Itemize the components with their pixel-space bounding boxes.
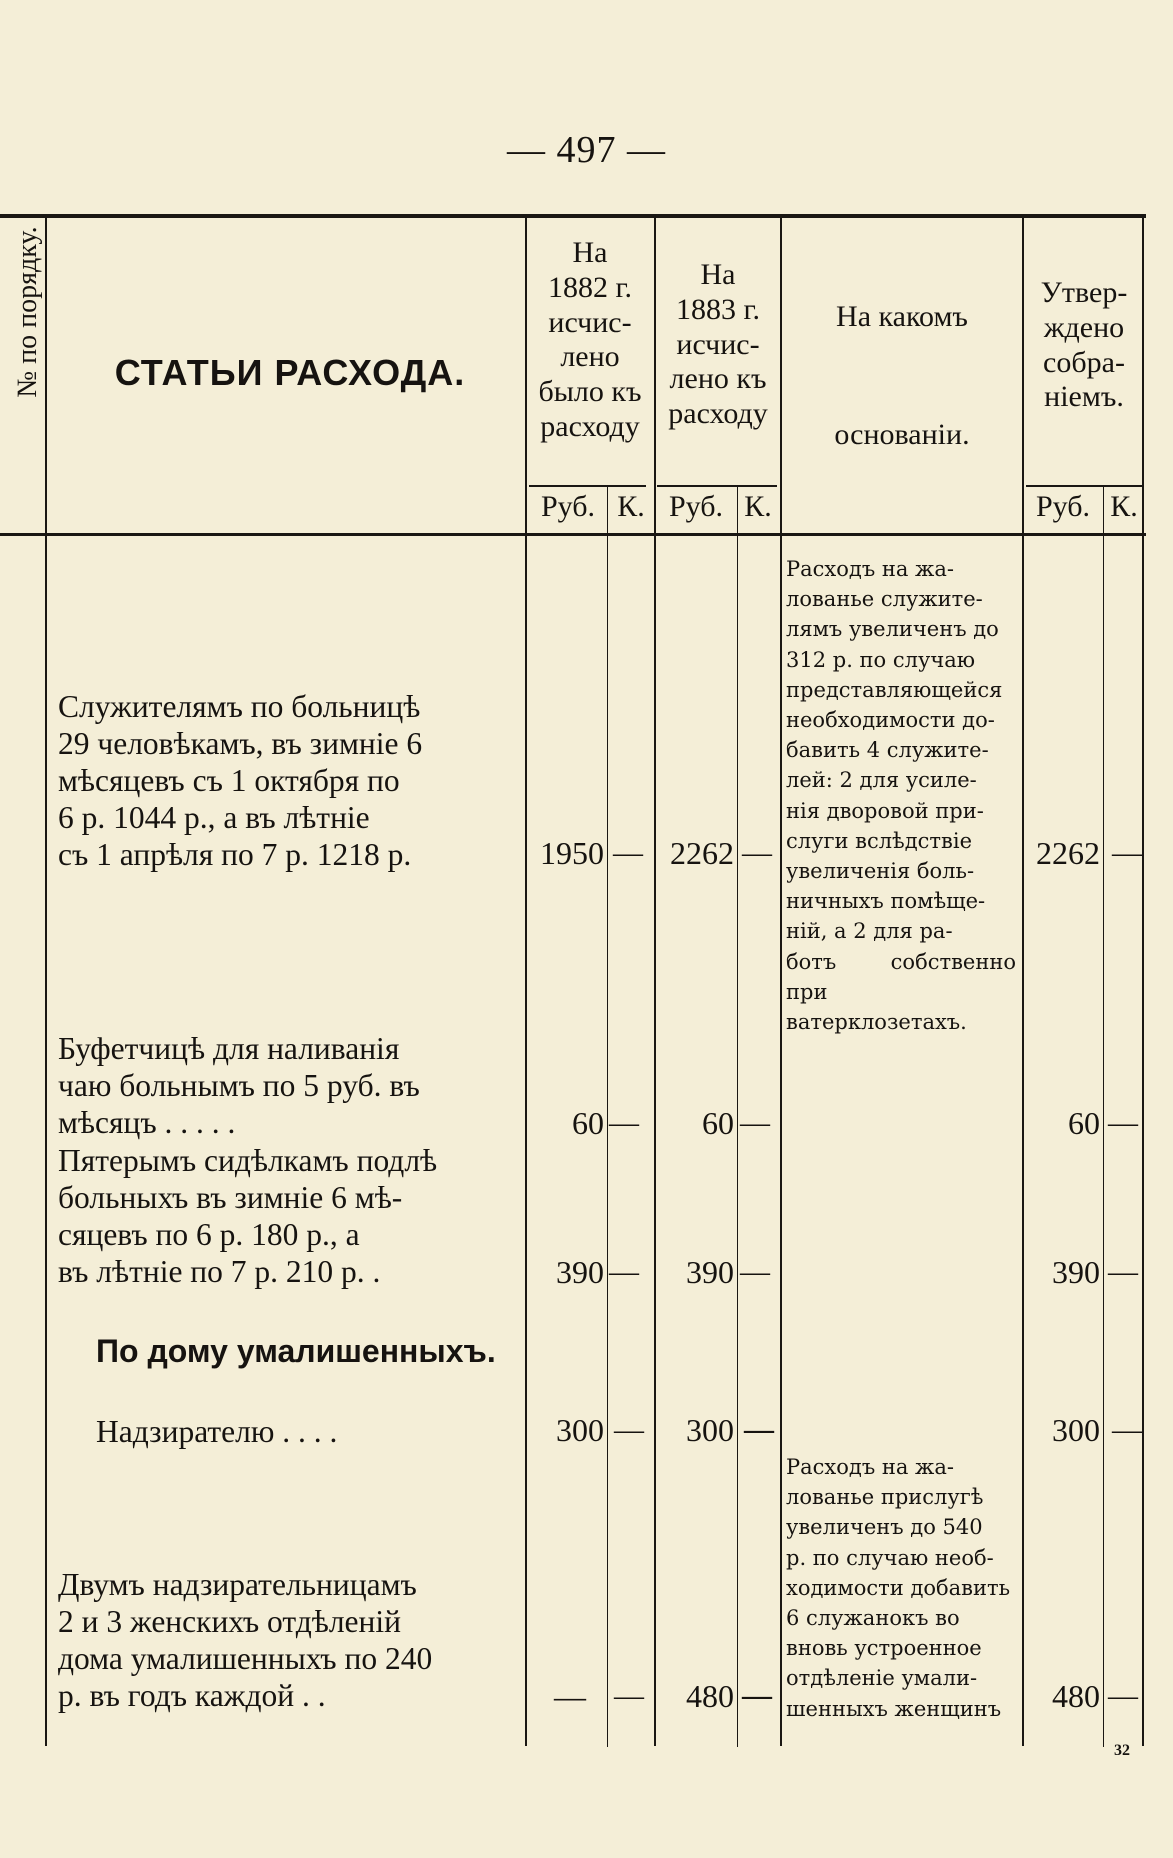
col-divider-number <box>45 216 47 1746</box>
header-approved-line: Утвер- <box>1040 276 1128 309</box>
note-line: необходимости до- <box>786 708 995 733</box>
header-1883 <box>656 258 780 432</box>
note-line: р. по случаю необ- <box>786 1545 994 1570</box>
col-divider-approved <box>1022 216 1024 1746</box>
header-1882-line: На <box>572 236 608 269</box>
amount-approved-kop: — <box>1108 1106 1138 1139</box>
col-divider-1882 <box>525 216 527 1746</box>
amount-1883-kop: — <box>742 1679 772 1712</box>
header-1882-line: исчис- <box>548 305 632 339</box>
amount-1883-kop: — <box>744 1413 774 1446</box>
kop-divider-1883 <box>737 487 738 1747</box>
expense-item-female-supervisors <box>58 1566 518 1714</box>
kop-label-1882: К. <box>617 490 645 523</box>
header-1883-line: расходу <box>668 397 768 431</box>
expense-item-buffet <box>58 1030 518 1141</box>
basis-note-hospital <box>786 554 1016 1037</box>
amount-approved-rub: 480 <box>1052 1678 1100 1714</box>
amount-1882-kop: — <box>609 1106 639 1139</box>
note-line: Расходъ на жа- <box>786 557 954 581</box>
header-approved-line: ніемъ. <box>1044 380 1124 414</box>
item-line: сяцевъ по 6 р. 180 р., а <box>58 1217 360 1252</box>
header-number: № по порядку. <box>12 226 43 398</box>
item-line: 2 и 3 женскихъ отдѣленій <box>58 1604 402 1639</box>
table-top-rule <box>0 214 1146 218</box>
note-line: 6 служанокъ во <box>786 1606 960 1631</box>
header-1882 <box>527 236 653 445</box>
item-line: чаю больнымъ по 5 руб. въ <box>58 1068 420 1103</box>
item-line: мѣсяцъ . . . . . <box>58 1105 236 1140</box>
item-line: дома умалишенныхъ по 240 <box>58 1641 433 1676</box>
amount-approved-rub: 390 <box>1052 1254 1100 1290</box>
amount-1883-kop: — <box>740 1255 770 1288</box>
expense-item-hospital-attendants <box>58 688 518 873</box>
sub-rule-approved <box>1026 485 1144 487</box>
amount-1882-kop: — <box>614 1413 644 1446</box>
note-line: увеличенъ до 540 <box>786 1515 983 1540</box>
table-header-rule <box>0 533 1146 536</box>
col-divider-1883 <box>654 216 656 1746</box>
item-line: Пятерымъ сидѣлкамъ подлѣ <box>58 1143 438 1178</box>
amount-approved-rub: 2262 <box>1036 835 1100 871</box>
amount-approved-kop: — <box>1108 1255 1138 1288</box>
note-line: отдѣленіе умали- <box>786 1666 978 1691</box>
amount-approved-kop: — <box>1112 1413 1142 1446</box>
kop-label-approved: К. <box>1110 490 1138 523</box>
amount-1883-rub: 390 <box>686 1254 734 1290</box>
note-line: Расходъ на жа- <box>786 1455 954 1479</box>
header-1882-line: лено <box>560 340 620 374</box>
item-line: Служителямъ по больницѣ <box>58 689 421 724</box>
expense-item-nurses <box>58 1142 518 1290</box>
header-1882-line: было къ <box>538 375 642 409</box>
header-approved <box>1024 276 1144 415</box>
header-1883-line: На <box>700 258 736 291</box>
expense-item-supervisor <box>96 1413 516 1450</box>
note-line: представляющейся <box>786 677 1003 702</box>
header-1882-line: 1882 г. <box>548 270 632 304</box>
header-basis-top: На какомъ <box>836 300 968 333</box>
rub-label-1882: Руб. <box>540 490 596 523</box>
header-approved-line: собра- <box>1043 345 1125 379</box>
kop-label-1883: К. <box>744 490 772 523</box>
note-line: нія дворовой при- <box>786 798 984 823</box>
signature-mark: 32 <box>1114 1742 1130 1759</box>
item-line: Двумъ надзирательницамъ <box>58 1567 417 1602</box>
rub-label-approved: Руб. <box>1035 490 1091 523</box>
amount-1883-kop: — <box>740 1106 770 1139</box>
amount-1883-rub: 2262 <box>670 835 734 871</box>
note-line: ходимости добавить <box>786 1575 1011 1600</box>
kop-divider-1882 <box>607 487 608 1747</box>
note-line: вновь устроенное <box>786 1636 982 1661</box>
note-line: увеличенія боль- <box>786 859 975 884</box>
sub-rule-1883 <box>657 485 777 487</box>
amount-approved-kop: — <box>1112 836 1142 869</box>
note-line: ватерклозетахъ. <box>786 1010 967 1035</box>
rub-label-1883: Руб. <box>668 490 724 523</box>
header-1883-line: лено къ <box>669 362 767 396</box>
note-line: слуги вслѣдствіе <box>786 828 972 853</box>
note-line: ній, а 2 для ра- <box>786 919 953 944</box>
item-line: р. въ годъ каждой . . <box>58 1678 326 1713</box>
header-1882-line: расходу <box>540 409 640 443</box>
note-line: лей: 2 для усиле- <box>786 768 977 793</box>
amount-approved-rub: 300 <box>1052 1412 1100 1448</box>
note-line: бавить 4 служите- <box>786 738 989 763</box>
amount-1883-rub: 300 <box>686 1412 734 1448</box>
header-1883-line: исчис- <box>676 327 760 361</box>
amount-1883-rub: 480 <box>686 1678 734 1714</box>
amount-1882-kop: — <box>614 1679 644 1712</box>
note-line: 312 р. по случаю <box>786 647 976 672</box>
amount-1882-kop: — <box>609 1255 639 1288</box>
page-number: — 497 — <box>507 129 666 171</box>
amount-1883-kop: — <box>742 836 772 869</box>
amount-1882-rub: 390 <box>556 1254 604 1290</box>
item-line: въ лѣтніе по 7 р. 210 р. . <box>58 1254 381 1289</box>
item-line: 29 человѣкамъ, въ зимніе 6 <box>58 726 423 761</box>
item-line: съ 1 апрѣля по 7 р. 1218 р. <box>58 837 412 872</box>
header-articles: СТАТЬИ РАСХОДА. <box>114 352 466 393</box>
note-line: лованье прислугѣ <box>786 1485 984 1510</box>
note-line: ботъ собственно при <box>786 949 1016 1004</box>
header-approved-line: ждено <box>1043 310 1125 344</box>
section-heading-asylum: По дому умалишенныхъ. <box>96 1333 496 1369</box>
amount-1882-rub: 60 <box>572 1105 604 1141</box>
note-line: шенныхъ женщинъ <box>786 1696 1002 1721</box>
item-line: 6 р. 1044 р., а въ лѣтніе <box>58 800 370 835</box>
amount-approved-kop: — <box>1108 1679 1138 1712</box>
amount-1882-rub: — <box>554 1678 586 1714</box>
basis-note-asylum <box>786 1452 1016 1724</box>
sub-rule-1882 <box>529 485 646 487</box>
note-line: лованье служите- <box>786 587 983 612</box>
amount-1883-rub: 60 <box>702 1105 734 1141</box>
note-line: ничныхъ помѣще- <box>786 889 986 914</box>
amount-1882-rub: 300 <box>556 1412 604 1448</box>
item-line: Буфетчицѣ для наливанія <box>58 1031 400 1066</box>
kop-divider-approved <box>1103 487 1104 1747</box>
col-divider-right <box>1142 216 1144 1746</box>
item-line: мѣсяцевъ съ 1 октября по <box>58 763 400 798</box>
item-line: Надзирателю . . . . <box>96 1414 338 1449</box>
item-line: больныхъ въ зимніе 6 мѣ- <box>58 1180 403 1215</box>
amount-1882-rub: 1950 <box>540 835 604 871</box>
note-line: лямъ увеличенъ до <box>786 617 999 642</box>
header-basis-bottom: основаніи. <box>834 418 970 451</box>
amount-1882-kop: — <box>613 836 643 869</box>
header-1883-line: 1883 г. <box>676 292 760 326</box>
amount-approved-rub: 60 <box>1068 1105 1100 1141</box>
